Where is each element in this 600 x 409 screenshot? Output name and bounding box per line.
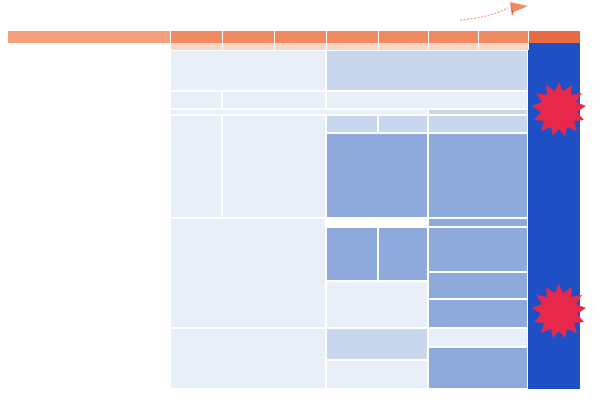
week-4-header xyxy=(326,31,378,43)
week-6-header xyxy=(428,31,478,43)
week-5-dates xyxy=(378,43,428,50)
empty-block-physik xyxy=(326,115,378,133)
week-2-header xyxy=(222,31,274,43)
course-einfuehrung-hochschulmathematik xyxy=(326,50,528,91)
course-physik-ingenieur xyxy=(326,227,378,281)
week-4-dates xyxy=(326,43,378,50)
empty-block-ing xyxy=(326,281,428,328)
course-einfuehrung-ingenieurwesen xyxy=(428,218,528,227)
week-6-dates xyxy=(428,43,478,50)
empty-block-wiwi3 xyxy=(428,328,528,347)
week-8-dates xyxy=(528,43,580,50)
week-2-dates xyxy=(222,43,274,50)
empty-block-lehramt xyxy=(326,91,528,109)
week-3-header xyxy=(274,31,326,43)
course-chemie-bio-chem-med xyxy=(428,133,528,218)
week-7-dates xyxy=(478,43,528,50)
course-physik-physik xyxy=(428,115,528,133)
course-chemie-ingenieur xyxy=(378,227,428,281)
course-vertiefung-mid xyxy=(222,115,326,218)
study-column-header xyxy=(8,31,170,43)
empty-block-wiwi xyxy=(170,328,326,389)
course-basiswissen-mid xyxy=(170,115,222,218)
course-vertiefung-top xyxy=(222,91,326,109)
course-einfuehrung-maschinenbau xyxy=(428,272,528,299)
course-chemie-physik xyxy=(378,115,428,133)
course-basiswissen-top xyxy=(170,91,222,109)
course-mathematik-wiwi xyxy=(326,328,428,360)
week-8-header xyxy=(528,31,580,43)
starburst-badge-top xyxy=(532,82,586,136)
paper-plane-icon xyxy=(458,0,530,22)
course-vorkurs-informatik-essen xyxy=(428,347,528,389)
week-5-header xyxy=(378,31,428,43)
week-1-dates xyxy=(170,43,222,50)
empty-block-wiwi2 xyxy=(326,360,428,389)
schedule-grid xyxy=(8,31,588,389)
course-vorkurs-informatik-wipsy xyxy=(428,299,528,328)
course-angewandte-mathematik xyxy=(170,218,326,328)
course-physik-bio-chem-med xyxy=(326,133,428,218)
starburst-badge-bottom xyxy=(532,284,586,338)
week-3-dates xyxy=(274,43,326,50)
week-1-header xyxy=(170,31,222,43)
empty-block-math xyxy=(170,50,326,91)
week-7-header xyxy=(478,31,528,43)
course-einfuehrung-elektro xyxy=(428,227,528,272)
